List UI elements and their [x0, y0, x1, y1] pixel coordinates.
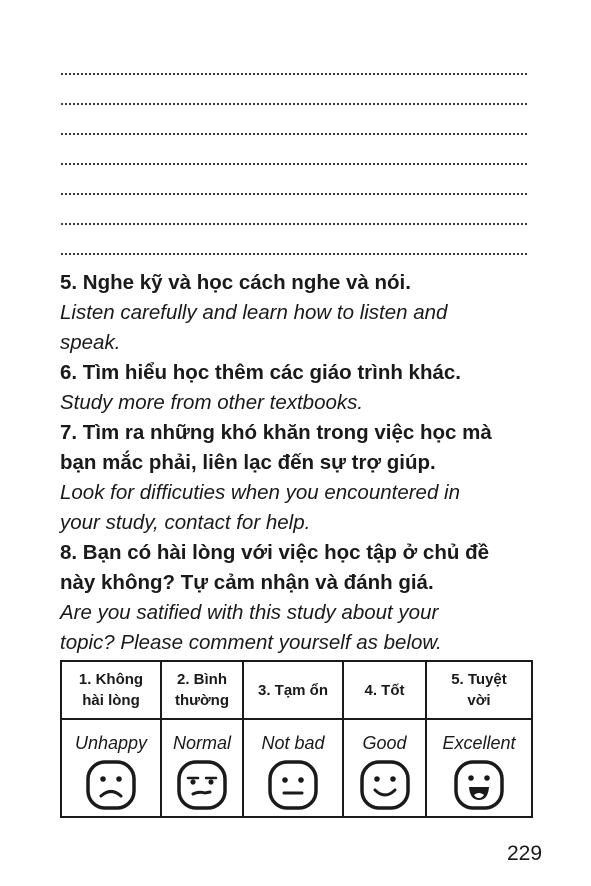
rating-header-cell: 4. Tốt: [343, 661, 426, 719]
unamused-face-icon: [177, 760, 227, 810]
question-7: 7. Tìm ra những khó khăn trong việc học mà: [60, 421, 492, 444]
answer-line[interactable]: [60, 248, 528, 260]
question-7-english: your study, contact for help.: [60, 511, 311, 534]
rating-option-normal[interactable]: [161, 719, 243, 817]
answer-line[interactable]: [60, 68, 528, 80]
question-8: này không? Tự cảm nhận và đánh giá.: [60, 571, 434, 594]
question-7-english: Look for difficuties when you encountered in: [60, 481, 461, 504]
rating-label: Good: [362, 732, 407, 753]
rating-header-cell: 2. Bình thường: [161, 661, 243, 719]
answer-line[interactable]: [60, 188, 528, 200]
sad-face-icon: [86, 760, 136, 810]
question-5: 5. Nghe kỹ và học cách nghe và nói.: [60, 271, 411, 294]
smile-face-icon: [360, 760, 410, 810]
rating-header-cell: 3. Tạm ổn: [243, 661, 343, 719]
answer-line[interactable]: [60, 128, 528, 140]
rating-option-good[interactable]: [343, 719, 426, 817]
rating-label: Excellent: [442, 732, 516, 753]
question-6-english: Study more from other textbooks.: [60, 391, 364, 414]
question-8-english: topic? Please comment yourself as below.: [60, 631, 442, 654]
rating-option-excellent[interactable]: [426, 719, 532, 817]
rating-label: Normal: [172, 732, 231, 753]
question-6: 6. Tìm hiểu học thêm các giáo trình khác.: [60, 361, 461, 384]
rating-option-unhappy[interactable]: [61, 719, 161, 817]
rating-header-cell: 5. Tuyệt vời: [426, 661, 532, 719]
answer-line[interactable]: [60, 158, 528, 170]
answer-line[interactable]: [60, 98, 528, 110]
neutral-face-icon: [268, 760, 318, 810]
question-8-english: Are you satified with this study about your: [60, 601, 439, 624]
rating-header-row: [61, 661, 532, 719]
question-5-english: Listen carefully and learn how to listen and: [60, 301, 448, 324]
rating-options-row: [61, 719, 532, 817]
rating-option-not-bad[interactable]: [243, 719, 343, 817]
page-number: 229: [507, 842, 543, 865]
answer-line[interactable]: [60, 218, 528, 230]
question-7: bạn mắc phải, liên lạc đến sự trợ giúp.: [60, 451, 436, 474]
rating-header-cell: 1. Không hài lòng: [61, 661, 161, 719]
laughing-face-icon: [454, 760, 504, 810]
rating-label: Unhappy: [74, 732, 148, 753]
question-8: 8. Bạn có hài lòng với việc học tập ở chủ đề: [60, 541, 489, 564]
rating-table: [60, 660, 533, 818]
rating-label: Not bad: [261, 732, 325, 753]
question-5-english: speak.: [60, 331, 121, 354]
